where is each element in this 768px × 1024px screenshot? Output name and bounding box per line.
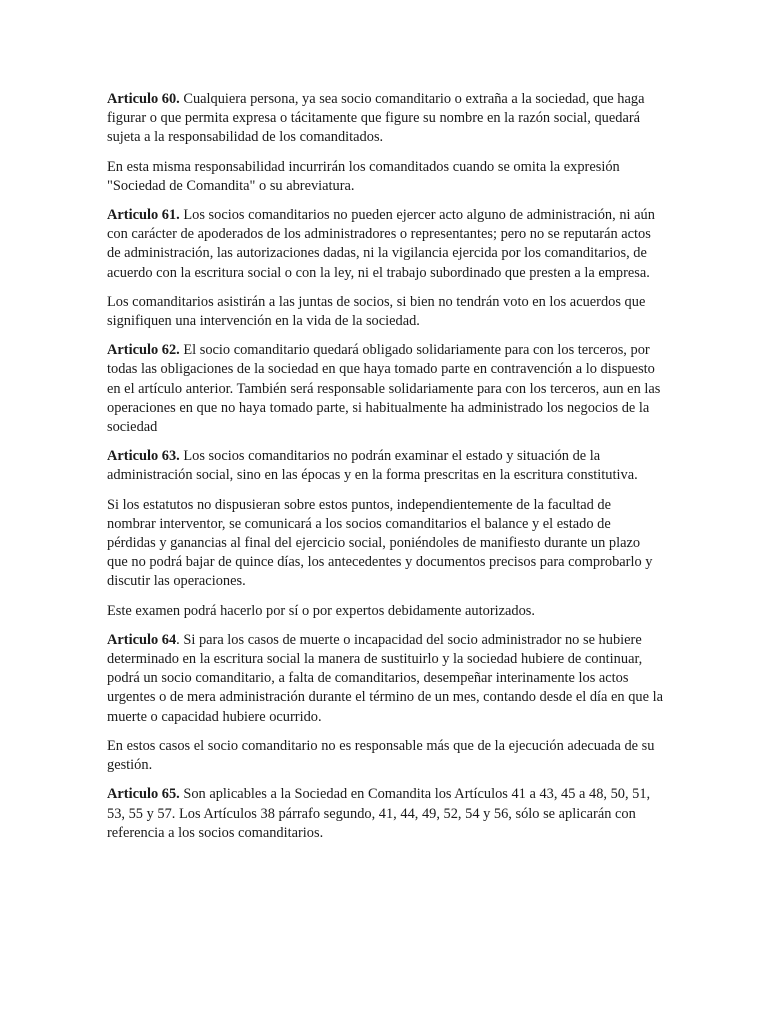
paragraph-text: Este examen podrá hacerlo por sí o por expertos debidamente autorizados. [107, 602, 535, 619]
article-61-paragraph [107, 206, 663, 283]
article-heading: Articulo 62. [107, 342, 180, 359]
article-65-paragraph [107, 785, 663, 843]
article-heading: Articulo 65. [107, 786, 180, 803]
document-page [107, 90, 663, 853]
paragraph-text: En estos casos el socio comanditario no es responsable más que de la ejecución adecuada de su gestión. [107, 737, 655, 774]
article-heading: Articulo 60. [107, 91, 180, 107]
article-63-paragraph-2 [107, 496, 663, 592]
article-63-paragraph-3 [107, 602, 663, 621]
article-63-paragraph [107, 447, 663, 485]
paragraph-text: Son aplicables a la Sociedad en Comandita los Artículos 41 a 43, 45 a 48, 50, 51, 53, 55 y 57. Los Artículos 38 párrafo segundo, 41, 44, 49, 52, 54 y 56, sólo se aplicarán con referencia a los socios comanditarios. [107, 786, 651, 841]
paragraph-text: Los socios comanditarios no podrán examinar el estado y situación de la administración social, sino en las épocas y en la forma prescritas en la escritura constitutiva. [107, 448, 638, 484]
article-60-paragraph-2 [107, 158, 663, 196]
article-64-paragraph [107, 631, 663, 727]
article-62-paragraph [107, 341, 663, 437]
article-heading: Articulo 61. [107, 207, 180, 224]
article-heading: Articulo 63. [107, 448, 180, 465]
paragraph-text: Los socios comanditarios no pueden ejercer acto alguno de administración, ni aún con carácter de apoderados de los administradores o representantes; pero no se reputarán actos de administración, las autorizaciones dadas, ni la vigilancia ejercida por los comanditarios, de acuerdo con la escritura social o con la ley, ni el trabajo subordinado que presten a la empresa. [107, 207, 655, 281]
article-61-paragraph-2 [107, 293, 663, 331]
article-60-paragraph [107, 90, 663, 148]
paragraph-text: Los comanditarios asistirán a las juntas de socios, si bien no tendrán voto en los acuerdos que signifiquen una intervención en la vida de la sociedad. [107, 293, 646, 330]
paragraph-text: El socio comanditario quedará obligado solidariamente para con los terceros, por todas las obligaciones de la sociedad en que haya tomado parte en contravención a lo dispuesto en el artículo anterior. También será responsable solidariamente para con los terceros, aun en las operaciones en que no haya tomado parte, si habitualmente ha administrado los negocios de la sociedad [107, 342, 661, 436]
article-heading: Articulo 64 [107, 631, 177, 648]
paragraph-text: En esta misma responsabilidad incurrirán los comanditados cuando se omita la expresión "Sociedad de Comandita" o su abreviatura. [107, 158, 620, 194]
paragraph-text: . Si para los casos de muerte o incapacidad del socio administrador no se hubiere determinado en la escritura social la manera de sustituirlo y la sociedad hubiere de continuar, podrá un socio comanditario, a falta de comanditarios, desempeñar interinamente los actos urgentes o de mera administración durante el término de un mes, contando desde el día en que la muerte o capacidad hubiere ocurrido. [107, 631, 663, 725]
article-64-paragraph-2 [107, 737, 663, 775]
paragraph-text: Si los estatutos no dispusieran sobre estos puntos, independientemente de la facultad de nombrar interventor, se comunicará a los socios comanditarios el balance y el estado de pérdidas y ganancias al final del ejercicio social, poniéndoles de manifiesto durante un plazo que no podrá bajar de quince días, los antecedentes y documentos precisos para comprobarlo y discutir las operaciones. [107, 496, 653, 590]
paragraph-text: Cualquiera persona, ya sea socio comanditario o extraña a la sociedad, que haga figurar o que permita expresa o tácitamente que figure su nombre en la razón social, quedará sujeta a la responsabilidad de los comanditados. [107, 91, 645, 146]
